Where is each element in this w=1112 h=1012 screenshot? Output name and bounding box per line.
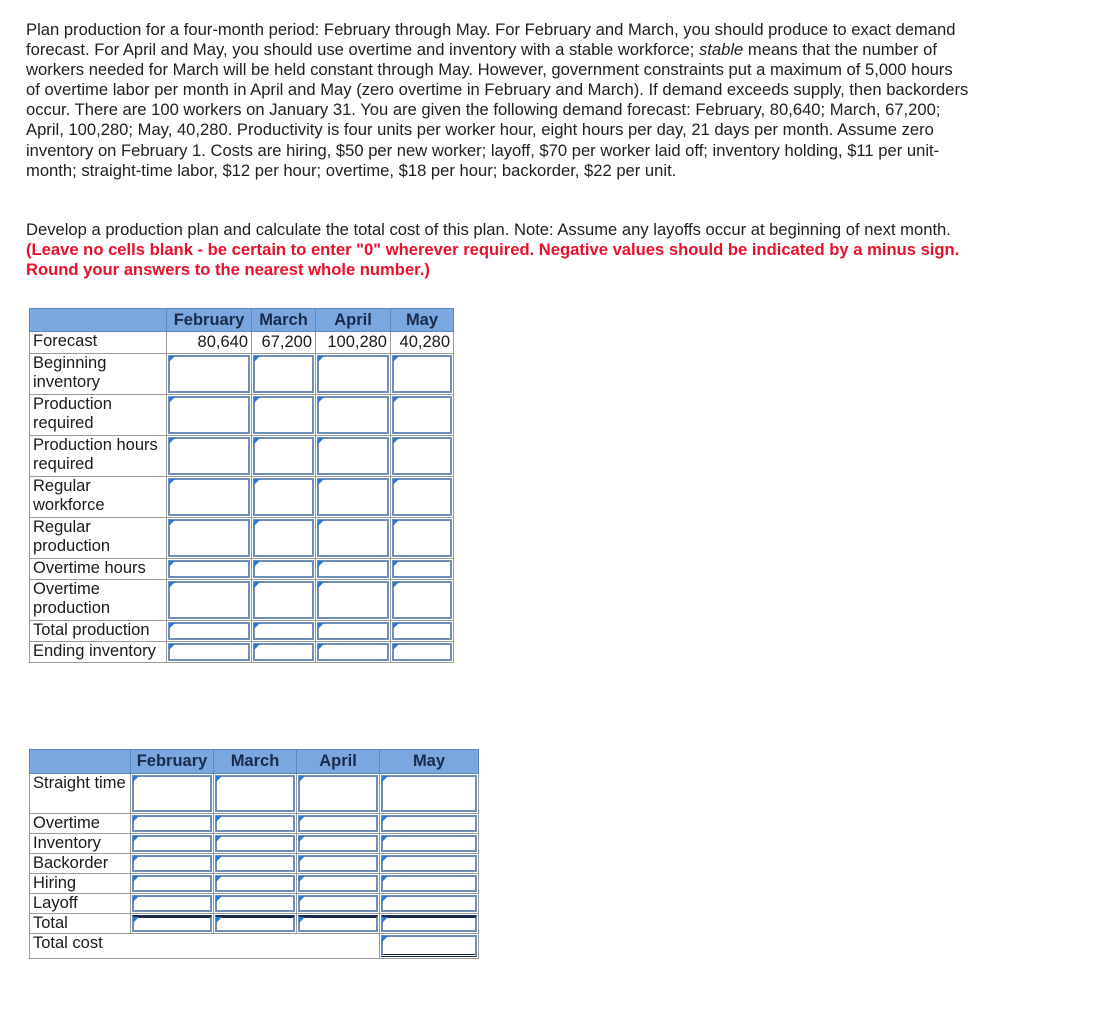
plan-input[interactable] <box>392 478 452 516</box>
plan-input[interactable] <box>168 355 250 393</box>
plan-input[interactable] <box>317 355 389 393</box>
plan-cell <box>252 518 316 559</box>
cost-input[interactable] <box>298 855 378 872</box>
header-month: February <box>131 750 214 774</box>
cost-input[interactable] <box>215 855 295 872</box>
cost-input[interactable] <box>381 895 477 912</box>
plan-cell <box>252 559 316 580</box>
cost-cell <box>131 894 214 914</box>
plan-cell <box>252 580 316 621</box>
cost-cell <box>297 774 380 814</box>
plan-input[interactable] <box>253 643 314 661</box>
plan-input[interactable] <box>253 519 314 557</box>
plan-cell <box>391 518 454 559</box>
plan-cell <box>391 559 454 580</box>
forecast-value: 67,200 <box>252 332 316 354</box>
plan-input[interactable] <box>253 396 314 434</box>
cost-input[interactable] <box>298 875 378 892</box>
plan-cell <box>167 477 252 518</box>
cost-input[interactable] <box>132 875 212 892</box>
plan-input[interactable] <box>253 560 314 578</box>
plan-cell <box>167 642 252 663</box>
plan-cell <box>252 436 316 477</box>
cost-input[interactable] <box>132 895 212 912</box>
plan-cell <box>167 559 252 580</box>
plan-input[interactable] <box>253 437 314 475</box>
cost-row-label: Backorder <box>30 854 131 874</box>
plan-cell <box>252 477 316 518</box>
cost-input[interactable] <box>381 775 477 812</box>
cost-cell <box>297 814 380 834</box>
cost-row <box>30 834 479 854</box>
plan-input[interactable] <box>253 355 314 393</box>
plan-cell <box>167 436 252 477</box>
plan-input[interactable] <box>168 478 250 516</box>
plan-row-label: Overtime hours <box>30 559 167 580</box>
cost-cell <box>131 814 214 834</box>
cost-cell <box>297 894 380 914</box>
cost-cell <box>380 854 479 874</box>
plan-input[interactable] <box>317 478 389 516</box>
plan-input[interactable] <box>392 355 452 393</box>
plan-input[interactable] <box>392 519 452 557</box>
plan-row <box>30 477 454 518</box>
plan-row <box>30 395 454 436</box>
plan-row-label: Regular workforce <box>30 477 167 518</box>
cost-input[interactable] <box>298 915 378 932</box>
forecast-value: 100,280 <box>316 332 391 354</box>
cost-input[interactable] <box>215 875 295 892</box>
cost-table <box>29 749 479 959</box>
cost-input[interactable] <box>215 775 295 812</box>
plan-input[interactable] <box>168 396 250 434</box>
cost-cell <box>297 914 380 934</box>
cost-input[interactable] <box>381 915 477 932</box>
cost-row <box>30 814 479 834</box>
cost-row-label: Overtime <box>30 814 131 834</box>
cost-input[interactable] <box>381 835 477 852</box>
problem-statement: Plan production for a four-month period: February through May. For February and March, you should produce to exact demand forecast. For April and May, you should use overtime and inventory with a stable workforce; stable means that the number of workers needed for March will be held constant through May. However, government constraints put a maximum of 5,000 hours of overtime labor per month in April and May (zero overtime in February and March). If demand exceeds supply, then backorders occur. There are 100 workers on January 31. You are given the following demand forecast: February, 80,640; March, 67,200; April, 100,280; May, 40,280. Productivity is four units per worker hour, eight hours per day, 21 days per month. Assume zero inventory on February 1. Costs are hiring, $50 per new worker; layoff, $70 per worker laid off; inventory holding, $11 per unit-month; straight-time labor, $12 per hour; overtime, $18 per hour; backorder, $22 per unit. <box>26 20 969 180</box>
plan-input[interactable] <box>317 643 389 661</box>
plan-row-label: Overtime production <box>30 580 167 621</box>
cost-cell <box>214 874 297 894</box>
plan-row-label: Total production <box>30 621 167 642</box>
plan-row-label: Regular production <box>30 518 167 559</box>
plan-row <box>30 436 454 477</box>
cost-input[interactable] <box>381 815 477 832</box>
production-plan-table <box>29 308 454 663</box>
plan-cell <box>252 621 316 642</box>
cost-cell <box>131 834 214 854</box>
plan-input[interactable] <box>317 437 389 475</box>
cost-input[interactable] <box>298 815 378 832</box>
plan-input[interactable] <box>392 396 452 434</box>
cost-cell <box>297 874 380 894</box>
instructions: Develop a production plan and calculate the total cost of this plan. Note: Assume any layoffs occur at beginning of next month. (Leave no cells blank - be certain to enter "0" wherever required. Negative values should be indicated by a minus sign. Round your answers to the nearest whole number.) <box>26 220 960 280</box>
cost-row-label: Inventory <box>30 834 131 854</box>
cost-cell <box>214 894 297 914</box>
plan-cell <box>316 621 391 642</box>
plan-row-label: Beginning inventory <box>30 354 167 395</box>
plan-row <box>30 580 454 621</box>
cost-row <box>30 854 479 874</box>
cost-cell <box>380 774 479 814</box>
header-month: March <box>252 309 316 332</box>
plan-cell <box>316 580 391 621</box>
plan-cell <box>391 477 454 518</box>
cost-input[interactable] <box>381 875 477 892</box>
plan-row-label: Production required <box>30 395 167 436</box>
cost-cell <box>131 874 214 894</box>
forecast-value: 40,280 <box>391 332 454 354</box>
plan-cell <box>316 436 391 477</box>
plan-row <box>30 518 454 559</box>
plan-input[interactable] <box>168 622 250 640</box>
cost-cell <box>214 854 297 874</box>
stable-emphasis: stable <box>698 40 744 60</box>
cost-input[interactable] <box>215 815 295 832</box>
plan-row-label: Ending inventory <box>30 642 167 663</box>
cost-row-label: Total <box>30 914 131 934</box>
forecast-value: 80,640 <box>167 332 252 354</box>
cost-row <box>30 894 479 914</box>
header-blank <box>30 750 131 774</box>
cost-cell <box>131 914 214 934</box>
plan-cell <box>316 395 391 436</box>
cost-cell <box>380 834 479 854</box>
plan-input[interactable] <box>392 437 452 475</box>
header-month: April <box>316 309 391 332</box>
plan-cell <box>391 354 454 395</box>
cost-cell <box>214 914 297 934</box>
plan-cell <box>167 518 252 559</box>
plan-input[interactable] <box>253 478 314 516</box>
plan-row <box>30 621 454 642</box>
plan-row-label: Production hours required <box>30 436 167 477</box>
plan-input[interactable] <box>168 581 250 619</box>
plan-row <box>30 559 454 580</box>
cost-input[interactable] <box>132 835 212 852</box>
cost-input[interactable] <box>215 895 295 912</box>
plan-input[interactable] <box>317 622 389 640</box>
cost-cell <box>380 894 479 914</box>
plan-input[interactable] <box>317 396 389 434</box>
plan-row <box>30 642 454 663</box>
plan-cell <box>316 559 391 580</box>
plan-row <box>30 354 454 395</box>
plan-cell <box>391 395 454 436</box>
cost-input[interactable] <box>132 855 212 872</box>
cost-row <box>30 874 479 894</box>
cost-cell <box>131 854 214 874</box>
cost-input[interactable] <box>132 775 212 812</box>
row-label-forecast: Forecast <box>30 332 167 354</box>
plan-input[interactable] <box>392 581 452 619</box>
cost-input[interactable] <box>298 775 378 812</box>
plan-input[interactable] <box>168 560 250 578</box>
plan-cell <box>391 436 454 477</box>
header-month: May <box>380 750 479 774</box>
plan-cell <box>167 395 252 436</box>
cost-row-label: Straight time <box>30 774 131 814</box>
plan-input[interactable] <box>317 581 389 619</box>
plan-input[interactable] <box>392 622 452 640</box>
plan-input[interactable] <box>253 622 314 640</box>
cost-input[interactable] <box>298 895 378 912</box>
plan-input[interactable] <box>392 560 452 578</box>
cost-cell <box>380 914 479 934</box>
cost-cell <box>297 834 380 854</box>
header-blank <box>30 309 167 332</box>
plan-cell <box>391 580 454 621</box>
instructions-red-note: (Leave no cells blank - be certain to enter "0" wherever required. Negative values should be indicated by a minus sign. Round your answers to the nearest whole number.) <box>26 240 960 280</box>
cost-cell <box>214 834 297 854</box>
plan-cell <box>252 395 316 436</box>
cost-cell <box>297 854 380 874</box>
plan-cell <box>167 354 252 395</box>
plan-input[interactable] <box>253 581 314 619</box>
cost-cell <box>214 814 297 834</box>
plan-input[interactable] <box>168 643 250 661</box>
plan-cell <box>316 354 391 395</box>
plan-cell <box>316 518 391 559</box>
cost-row <box>30 914 479 934</box>
plan-cell <box>252 642 316 663</box>
plan-cell <box>391 642 454 663</box>
cost-cell <box>214 774 297 814</box>
total-cost-input[interactable] <box>381 935 477 957</box>
plan-input[interactable] <box>317 560 389 578</box>
header-month: March <box>214 750 297 774</box>
header-month: February <box>167 309 252 332</box>
row-label-total-cost: Total cost <box>30 934 380 959</box>
cost-input[interactable] <box>298 835 378 852</box>
cost-row-label: Layoff <box>30 894 131 914</box>
cost-input[interactable] <box>132 915 212 932</box>
cost-cell <box>131 774 214 814</box>
plan-cell <box>391 621 454 642</box>
total-cost-cell <box>380 934 479 959</box>
cost-input[interactable] <box>132 815 212 832</box>
cost-row <box>30 774 479 814</box>
cost-row-label: Hiring <box>30 874 131 894</box>
cost-cell <box>380 874 479 894</box>
plan-cell <box>316 477 391 518</box>
plan-cell <box>167 580 252 621</box>
cost-input[interactable] <box>215 835 295 852</box>
plan-input[interactable] <box>317 519 389 557</box>
cost-input[interactable] <box>381 855 477 872</box>
plan-input[interactable] <box>168 519 250 557</box>
header-month: May <box>391 309 454 332</box>
plan-cell <box>316 642 391 663</box>
header-month: April <box>297 750 380 774</box>
plan-cell <box>167 621 252 642</box>
plan-input[interactable] <box>392 643 452 661</box>
cost-cell <box>380 814 479 834</box>
plan-cell <box>252 354 316 395</box>
cost-input[interactable] <box>215 915 295 932</box>
plan-input[interactable] <box>168 437 250 475</box>
